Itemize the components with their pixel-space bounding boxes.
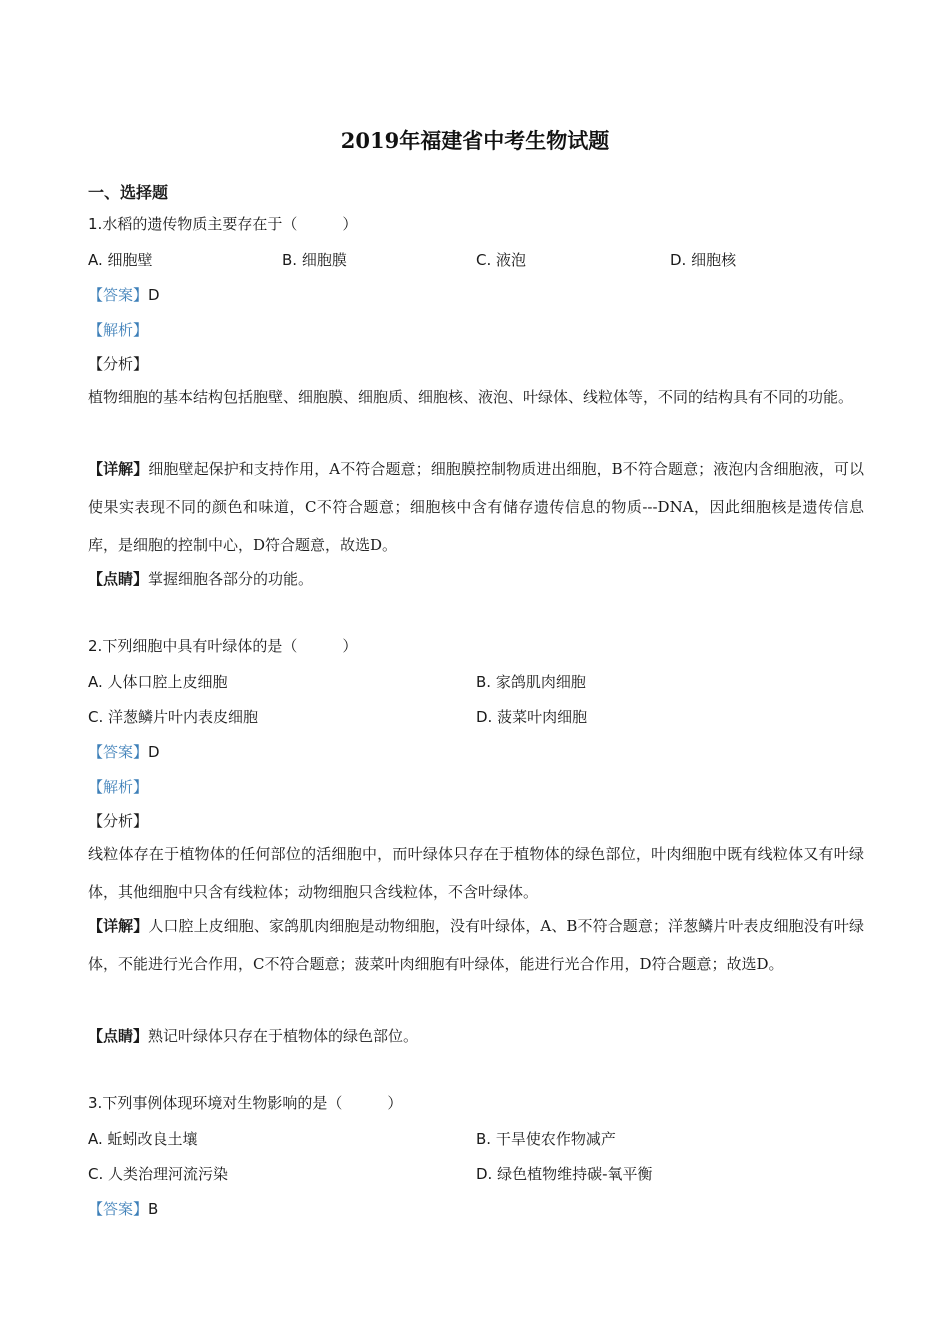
answer-tag: 【答案】 [88, 1200, 149, 1218]
tip-tag: 【点睛】 [88, 570, 149, 588]
question-text: 水稻的遗传物质主要存在于（ ） [102, 215, 358, 233]
detail-tag: 【详解】 [88, 460, 149, 478]
q1-detail [88, 450, 864, 564]
q2-tip [88, 1026, 418, 1046]
q1-option-b: B. 细胞膜 [282, 251, 347, 269]
q1-option-d: D. 细胞核 [670, 251, 737, 269]
q1-analysis: 植物细胞的基本结构包括胞壁、细胞膜、细胞质、细胞核、液泡、叶绿体、线粒体等，不同的结构具有不同的功能。 [88, 388, 854, 406]
question-number: 3. [88, 1094, 103, 1112]
q1-tip-text: 掌握细胞各部分的功能。 [148, 570, 314, 588]
q3-answer: B [148, 1200, 159, 1218]
question-number: 2. [88, 637, 103, 655]
q3-option-c: C. 人类治理河流污染 [88, 1165, 229, 1183]
q1-option-a: A. 细胞壁 [88, 251, 153, 269]
q2-option-c: C. 洋葱鳞片叶内表皮细胞 [88, 708, 259, 726]
q1-jiexi-tag: 【解析】 [88, 321, 149, 339]
q2-answer-line [88, 742, 160, 762]
question-number: 1. [88, 215, 103, 233]
q2-detail [88, 907, 864, 983]
detail-tag: 【详解】 [88, 917, 149, 935]
q2-option-b: B. 家鸽肌肉细胞 [476, 673, 586, 691]
q3-option-b: B. 干旱使农作物减产 [476, 1130, 616, 1148]
q2-option-d: D. 菠菜叶肉细胞 [476, 708, 588, 726]
q1-fenxi-tag: 【分析】 [88, 355, 149, 373]
q3-option-d: D. 绿色植物维持碳-氧平衡 [476, 1165, 653, 1183]
question-3-stem [88, 1093, 402, 1113]
q3-option-a: A. 蚯蚓改良土壤 [88, 1130, 198, 1148]
q2-fenxi-tag: 【分析】 [88, 812, 149, 830]
question-text: 下列细胞中具有叶绿体的是（ ） [102, 637, 358, 655]
section-heading: 一、选择题 [88, 183, 169, 202]
q3-answer-line [88, 1199, 158, 1219]
q2-tip-text: 熟记叶绿体只存在于植物体的绿色部位。 [148, 1027, 419, 1045]
question-2-stem [88, 636, 357, 656]
answer-tag: 【答案】 [88, 286, 149, 304]
question-text: 下列事例体现环境对生物影响的是（ ） [102, 1094, 403, 1112]
q1-answer-line [88, 285, 160, 305]
q1-tip [88, 569, 313, 589]
q2-answer: D [148, 743, 160, 761]
answer-tag: 【答案】 [88, 743, 149, 761]
q1-option-c: C. 液泡 [476, 251, 527, 269]
q2-analysis: 线粒体存在于植物体的任何部位的活细胞中，而叶绿体只存在于植物体的绿色部位，叶肉细胞中既有线粒体又有叶绿体，其他细胞中只含有线粒体；动物细胞只含线粒体，不含叶绿体。 [88, 845, 864, 901]
question-1-stem [88, 214, 357, 234]
q2-jiexi-tag: 【解析】 [88, 778, 149, 796]
page-title: 2019年福建省中考生物试题 [340, 128, 610, 153]
q2-option-a: A. 人体口腔上皮细胞 [88, 673, 228, 691]
q1-detail-text: 细胞壁起保护和支持作用，A不符合题意；细胞膜控制物质进出细胞，B不符合题意；液泡内含细胞液，可以使果实表现不同的颜色和味道，C不符合题意；细胞核中含有储存遗传信息的物质---DNA，因此细胞核是遗传信息库，是细胞的控制中心，D符合题意，故选D。 [88, 460, 864, 554]
tip-tag: 【点睛】 [88, 1027, 149, 1045]
q2-detail-text: 人口腔上皮细胞、家鸽肌肉细胞是动物细胞，没有叶绿体，A、B不符合题意；洋葱鳞片叶表皮细胞没有叶绿体，不能进行光合作用，C不符合题意；菠菜叶肉细胞有叶绿体，能进行光合作用，D符合题意；故选D。 [88, 917, 864, 973]
q1-answer: D [148, 286, 160, 304]
